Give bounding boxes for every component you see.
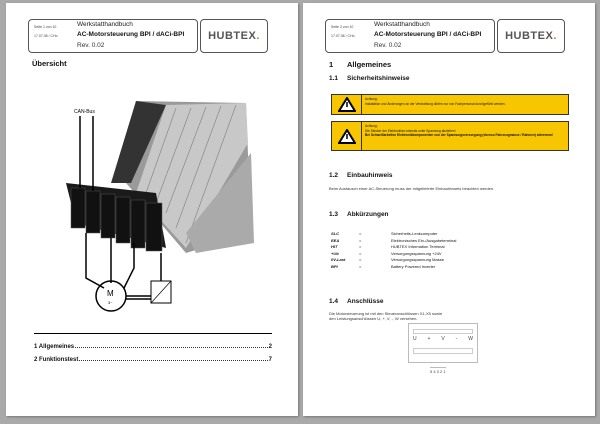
warning-text: Bei Schweißarbeiten Elektronikkomponenten von der Spannungsversorgung (ebenso Fahrzeugmasse / Rahmen) abtrennen! bbox=[365, 133, 554, 137]
terminal-label: - bbox=[455, 336, 458, 342]
abbreviation: BPI bbox=[331, 263, 338, 269]
abbreviation: SLC bbox=[331, 231, 339, 236]
equals: = bbox=[359, 250, 362, 256]
page-number: Seite 2 von 10 bbox=[331, 25, 354, 29]
page-heading: Übersicht bbox=[32, 59, 67, 68]
doc-date: 17.07.08 / CHo bbox=[34, 34, 58, 38]
section-title: Sicherheitshinweise bbox=[347, 75, 410, 82]
abbreviation-meaning: Elektronisches Ein-/Ausgabeterminal bbox=[391, 237, 457, 243]
section-number: 1.1 bbox=[329, 75, 339, 82]
warning-box bbox=[331, 94, 569, 115]
terminal-label: W bbox=[468, 336, 473, 342]
paragraph: Beim Austausch einer AC-Steuerung muss der mitgelieferte Einbauhinweis beachten werden. bbox=[329, 186, 495, 191]
abbreviation-meaning: Battery Powered Inverter bbox=[391, 263, 436, 269]
abbreviation-meaning: Versorgungsspannung +24V bbox=[391, 250, 442, 256]
section-title: Abkürzungen bbox=[347, 211, 389, 218]
connector-diagram bbox=[408, 323, 478, 363]
abbreviation: EEA bbox=[331, 237, 340, 243]
page-header bbox=[28, 19, 198, 53]
section-number: 1.4 bbox=[329, 298, 339, 305]
section-number: 1 bbox=[329, 60, 334, 69]
section-title: Einbauhinweis bbox=[347, 172, 393, 179]
section-title: Anschlüsse bbox=[347, 298, 384, 305]
equals: = bbox=[359, 257, 362, 262]
abbreviation: 0V-Last bbox=[331, 257, 346, 262]
page-number: Seite 1 von 10 bbox=[34, 25, 57, 29]
pin-numbers: 5 4 3 2 1 bbox=[430, 369, 446, 374]
motor-label: M bbox=[107, 289, 114, 298]
abbreviation-meaning: Versorgungsspannung Masse bbox=[391, 257, 444, 262]
doc-type: Werkstatthandbuch bbox=[77, 21, 133, 28]
warning-text: Installation und Änderungen an der Verdrahtung dürfen nur von Fachpersonal durchgeführt werden. bbox=[365, 101, 506, 106]
warning-label: Achtung: bbox=[365, 97, 378, 101]
warning-icon bbox=[332, 95, 362, 114]
doc-title: AC-Motorsteuerung BPI / dACi-BPI bbox=[77, 31, 185, 38]
page-2 bbox=[303, 3, 595, 416]
abbreviation: HIT bbox=[331, 244, 338, 249]
equals: = bbox=[359, 237, 362, 243]
warning-label: Achtung: bbox=[365, 124, 378, 128]
doc-title: AC-Motorsteuerung BPI / dACi-BPI bbox=[374, 31, 482, 38]
terminal-label: V bbox=[441, 336, 445, 342]
page-1 bbox=[6, 3, 298, 416]
doc-type: Werkstatthandbuch bbox=[374, 21, 430, 28]
canbus-label: CAN-Bus bbox=[74, 109, 95, 115]
terminal-label: + bbox=[427, 336, 431, 342]
toc-divider bbox=[34, 333, 272, 334]
controller-illustration bbox=[36, 83, 256, 313]
warning-text: Die Stecker der Elektroniken niemals unter Spannung abziehen! bbox=[365, 128, 456, 133]
abbreviation-meaning: Sicherheits-Lenkcomputer bbox=[391, 231, 438, 236]
equals: = bbox=[359, 231, 362, 236]
paragraph: den Leistungsanschlüssen U, +, V, -, W versehen. bbox=[329, 316, 418, 321]
equals: = bbox=[359, 244, 362, 249]
warning-box bbox=[331, 121, 569, 151]
toc-entry[interactable]: 2 Funktionstest 7 bbox=[34, 357, 272, 363]
hubtex-logo: HUBTEX . bbox=[497, 19, 565, 53]
doc-date: 17.07.08 / CHo bbox=[331, 34, 355, 38]
section-number: 1.2 bbox=[329, 172, 339, 179]
toc-entry[interactable]: 1 Allgemeines 2 bbox=[34, 344, 272, 350]
abbreviation-meaning: HUBTEX Information Terminal bbox=[391, 244, 445, 249]
equals: = bbox=[359, 263, 362, 269]
abbreviations-table bbox=[331, 231, 456, 270]
doc-revision: Rev. 0.02 bbox=[77, 42, 105, 49]
paragraph: Die Motorsteuerung ist mit den Steueranschlüssen X1-X5 sowie bbox=[329, 311, 443, 316]
warning-icon bbox=[332, 122, 362, 150]
terminal-label: U bbox=[413, 336, 417, 342]
hubtex-logo: HUBTEX . bbox=[200, 19, 268, 53]
section-number: 1.3 bbox=[329, 211, 339, 218]
motor-phase-label: 3~ bbox=[108, 300, 113, 305]
abbreviation: +Ub bbox=[331, 250, 339, 256]
abbreviation-row bbox=[331, 264, 456, 271]
page-header bbox=[325, 19, 495, 53]
doc-revision: Rev. 0.02 bbox=[374, 42, 402, 49]
section-title: Allgemeines bbox=[347, 60, 392, 69]
